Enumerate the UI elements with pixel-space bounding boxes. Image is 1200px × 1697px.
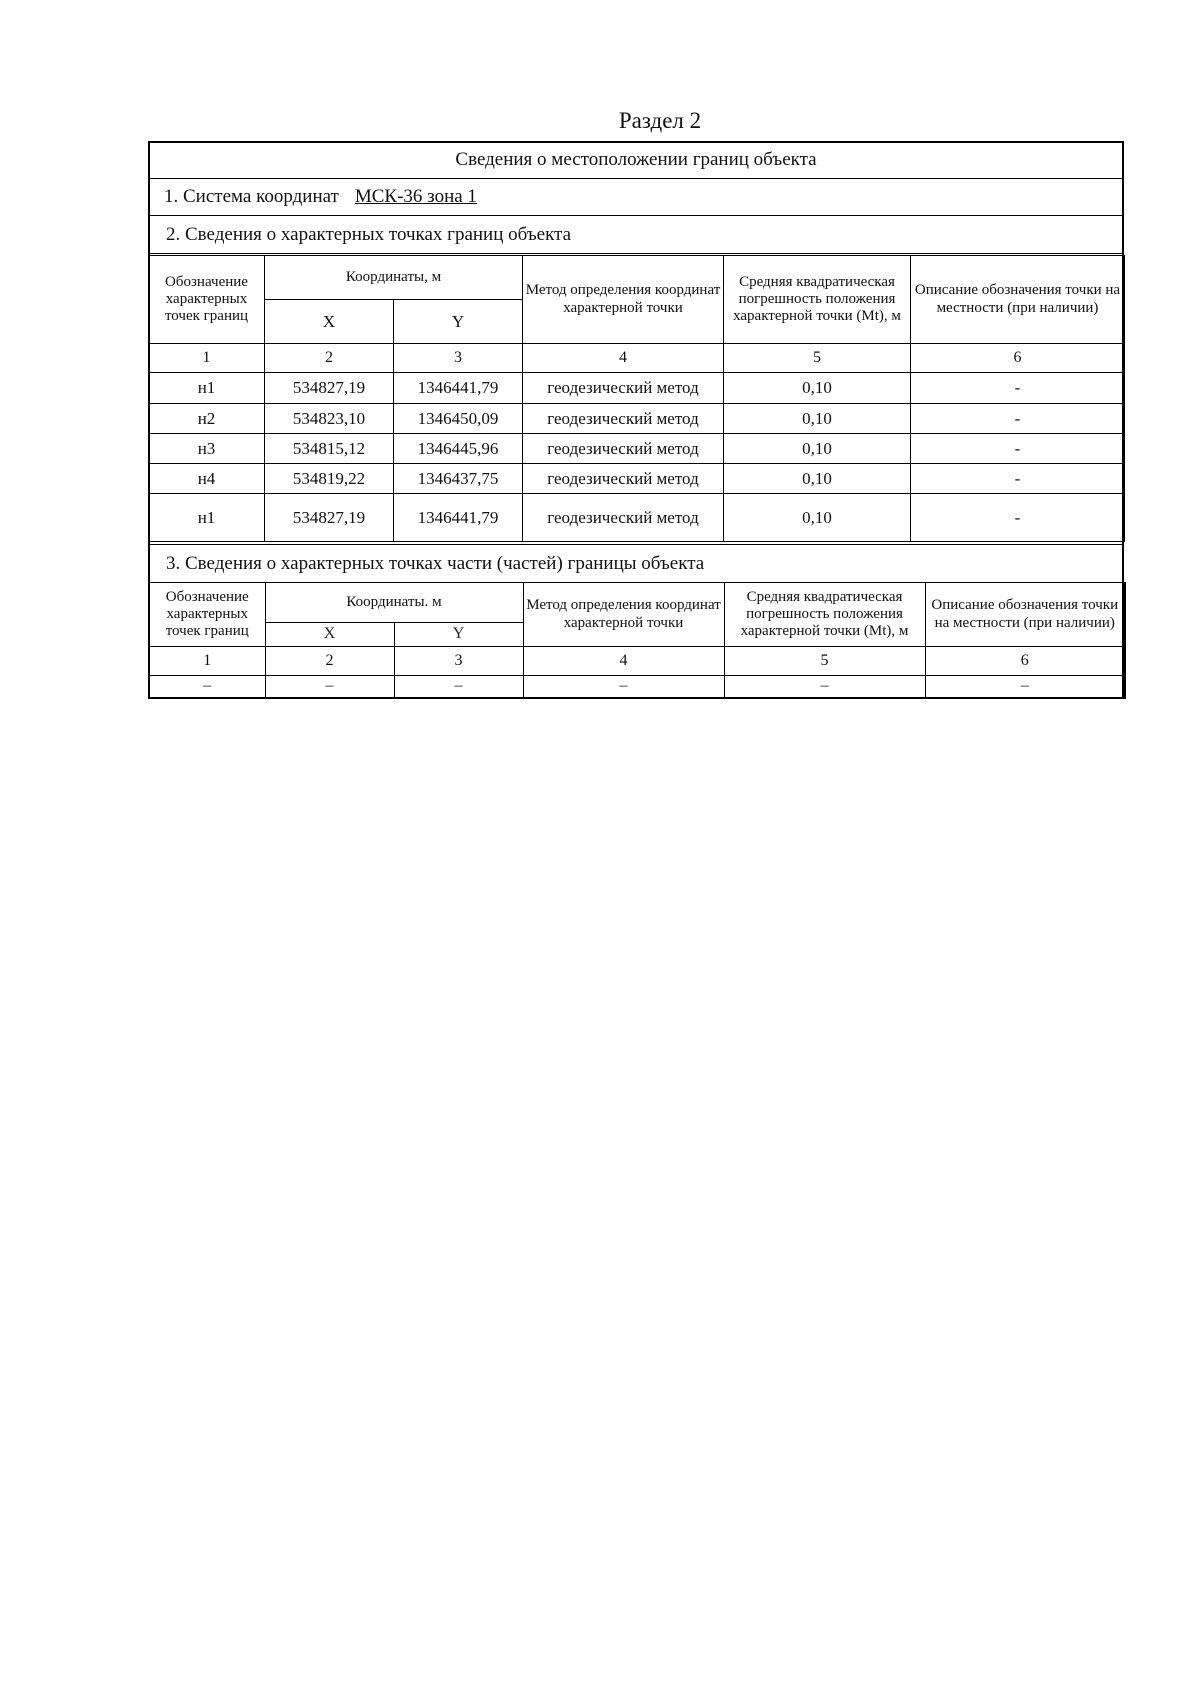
point-method: геодезический метод xyxy=(523,404,724,434)
point-name: н3 xyxy=(149,434,265,464)
point-error: 0,10 xyxy=(724,404,911,434)
header-description: Описание обозначения точки на местности (при наличии) xyxy=(925,583,1125,647)
col-number: 1 xyxy=(149,344,265,373)
point-description: - xyxy=(911,464,1125,494)
point-method: геодезический метод xyxy=(523,434,724,464)
table-row xyxy=(149,494,1125,542)
point-name: н1 xyxy=(149,494,265,542)
point-description: - xyxy=(911,373,1125,404)
header-method: Метод определения координат характерной точки xyxy=(523,256,724,344)
point-description: - xyxy=(911,434,1125,464)
col-number: 2 xyxy=(265,344,394,373)
point-name: н2 xyxy=(149,404,265,434)
header-coords: Координаты, м xyxy=(265,256,523,300)
point-x: 534815,12 xyxy=(265,434,394,464)
column-numbers-row xyxy=(149,344,1125,373)
header-description: Описание обозначения точки на местности (при наличии) xyxy=(911,256,1125,344)
point-name: н4 xyxy=(149,464,265,494)
point-method: геодезический метод xyxy=(523,494,724,542)
point-x: 534823,10 xyxy=(265,404,394,434)
point-error: 0,10 xyxy=(724,494,911,542)
header-y: Y xyxy=(394,623,523,647)
point-x: 534827,19 xyxy=(265,494,394,542)
part-point-description: – xyxy=(925,676,1125,698)
section-3-title-text: 3. Сведения о характерных точках части (частей) границы объекта xyxy=(166,552,705,574)
point-description: - xyxy=(911,494,1125,542)
point-name: н1 xyxy=(149,373,265,404)
point-x: 534819,22 xyxy=(265,464,394,494)
table-row xyxy=(149,434,1125,464)
coord-system-value: МСК-36 зона 1 xyxy=(354,186,477,207)
col-number: 3 xyxy=(394,647,523,676)
coord-system-label: 1. Система координат xyxy=(164,186,339,207)
table-row xyxy=(149,404,1125,434)
point-description: - xyxy=(911,404,1125,434)
col-number: 2 xyxy=(265,647,394,676)
table-row xyxy=(149,676,1125,698)
point-x: 534827,19 xyxy=(265,373,394,404)
header-x: X xyxy=(265,623,394,647)
part-points-table xyxy=(148,582,1126,699)
main-header-text: Сведения о местоположении границ объекта xyxy=(455,149,817,170)
header-coords: Координаты. м xyxy=(265,583,523,623)
part-point-error: – xyxy=(724,676,925,698)
page-title: Раздел 2 xyxy=(618,108,702,133)
point-error: 0,10 xyxy=(724,464,911,494)
coord-system-row xyxy=(148,178,1124,216)
table-row xyxy=(149,464,1125,494)
header-method: Метод определения координат характерной точки xyxy=(523,583,724,647)
point-y: 1346441,79 xyxy=(394,373,523,404)
part-point-name: – xyxy=(149,676,265,698)
point-y: 1346450,09 xyxy=(394,404,523,434)
part-point-x: – xyxy=(265,676,394,698)
point-method: геодезический метод xyxy=(523,464,724,494)
point-error: 0,10 xyxy=(724,373,911,404)
col-number: 5 xyxy=(724,647,925,676)
column-numbers-row xyxy=(149,647,1125,676)
col-number: 6 xyxy=(911,344,1125,373)
point-y: 1346437,75 xyxy=(394,464,523,494)
col-number: 6 xyxy=(925,647,1125,676)
header-y: Y xyxy=(394,300,523,344)
header-designation: Обозначение характерных точек границ xyxy=(149,256,265,344)
header-error: Средняя квадратическая погрешность положения характерной точки (Mt), м xyxy=(724,583,925,647)
point-error: 0,10 xyxy=(724,434,911,464)
part-point-y: – xyxy=(394,676,523,698)
col-number: 5 xyxy=(724,344,911,373)
col-number: 3 xyxy=(394,344,523,373)
table-row xyxy=(149,373,1125,404)
boundary-points-table xyxy=(148,255,1125,542)
header-designation: Обозначение характерных точек границ xyxy=(149,583,265,647)
col-number: 4 xyxy=(523,344,724,373)
part-point-method: – xyxy=(523,676,724,698)
point-y: 1346445,96 xyxy=(394,434,523,464)
col-number: 4 xyxy=(523,647,724,676)
section-2-title xyxy=(148,215,1124,254)
header-x: X xyxy=(265,300,394,344)
header-error: Средняя квадратическая погрешность положения характерной точки (Mt), м xyxy=(724,256,911,344)
section-2-title-text: 2. Сведения о характерных точках границ объекта xyxy=(166,223,572,245)
point-method: геодезический метод xyxy=(523,373,724,404)
main-header xyxy=(148,141,1124,179)
point-y: 1346441,79 xyxy=(394,494,523,542)
col-number: 1 xyxy=(149,647,265,676)
section-3-title xyxy=(148,544,1124,583)
